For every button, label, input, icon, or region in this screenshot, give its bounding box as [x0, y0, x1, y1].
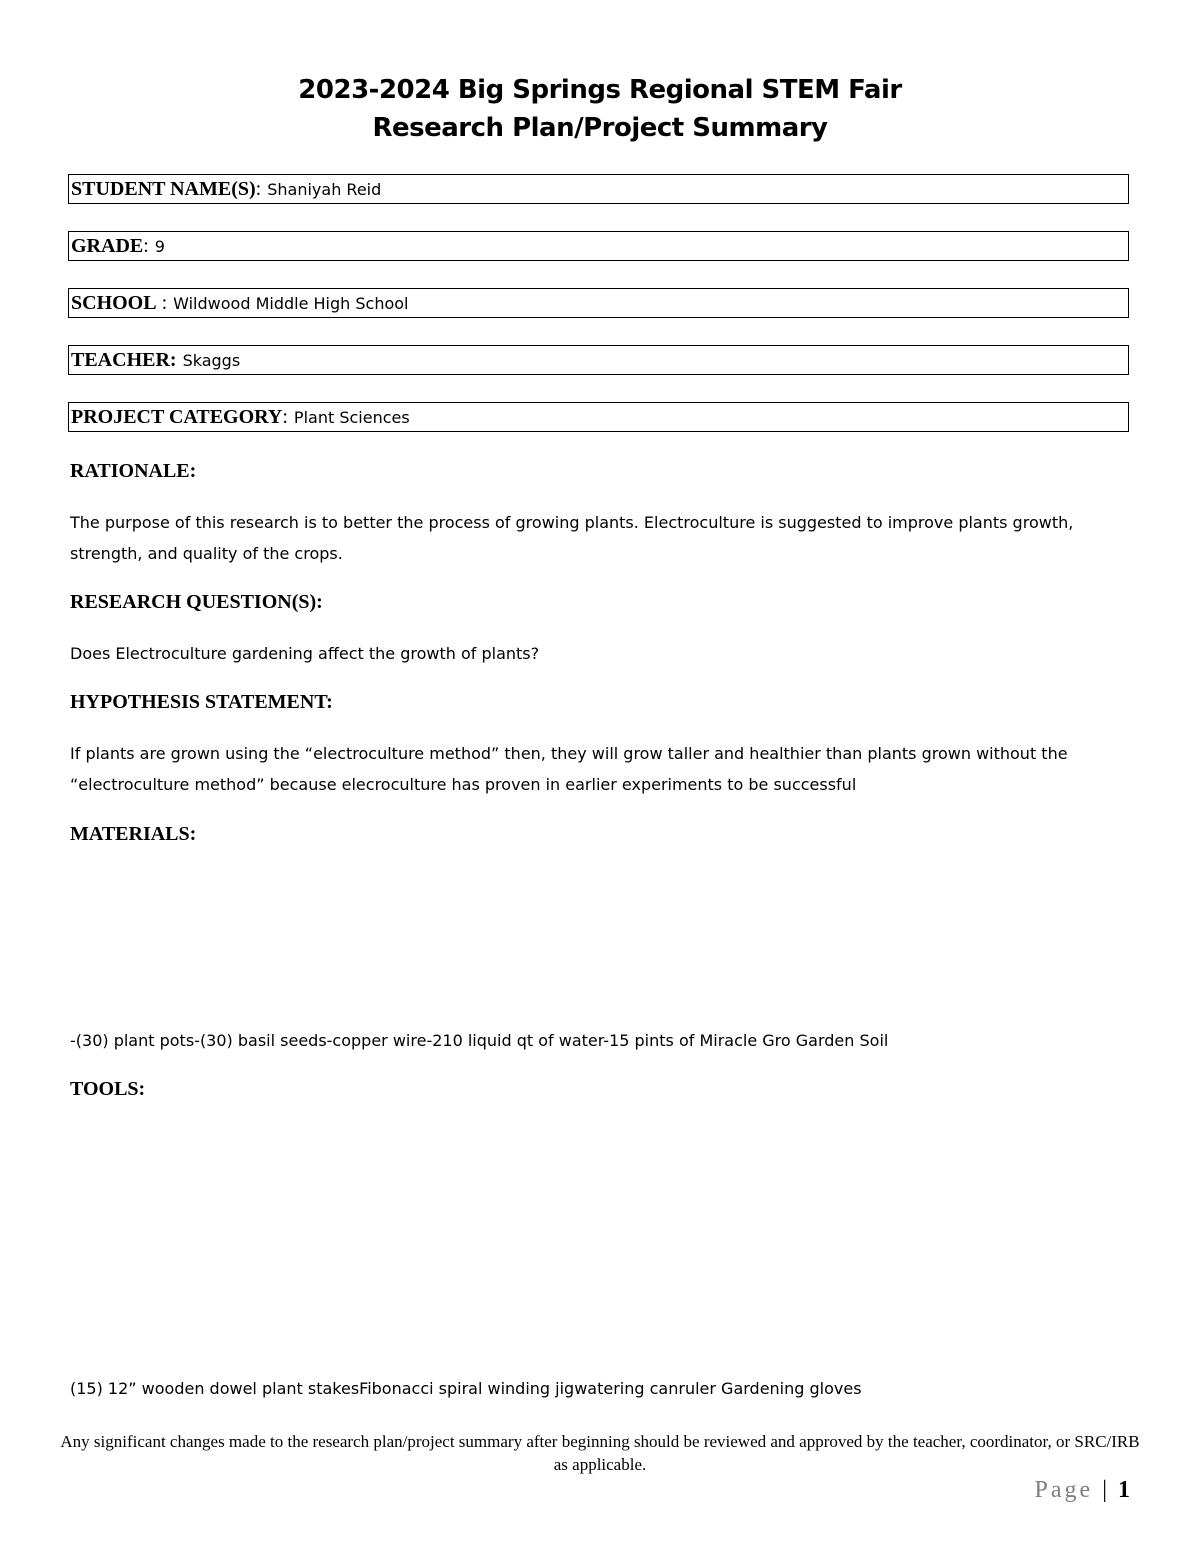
tools-text: (15) 12” wooden dowel plant stakesFibonacci spiral winding jigwatering canruler Gardening gloves — [70, 1379, 862, 1398]
tools-heading: TOOLS: — [70, 1078, 146, 1100]
teacher-value: Skaggs — [182, 350, 241, 370]
school-value: Wildwood Middle High School — [173, 293, 409, 313]
materials-heading: MATERIALS: — [70, 823, 197, 845]
footer-note: Any significant changes made to the research plan/project summary after beginning should be reviewed and approved by the teacher, coordinator, or SRC/IRB as applicable. — [60, 1432, 1140, 1474]
rationale-heading: RATIONALE: — [70, 460, 197, 482]
school-colon: : — [156, 291, 168, 314]
student-name-colon: : — [255, 177, 262, 200]
project-category-label: PROJECT CATEGORY — [71, 405, 283, 428]
school-field — [68, 288, 1129, 318]
student-name-value: Shaniyah Reid — [267, 179, 382, 199]
research-question-heading: RESEARCH QUESTION(S): — [70, 591, 323, 613]
page-number-footer — [1035, 1477, 1130, 1504]
project-category-field — [68, 402, 1129, 432]
grade-value: 9 — [154, 236, 165, 256]
grade-colon: : — [143, 234, 149, 257]
document-subtitle: Research Plan/Project Summary — [372, 113, 828, 143]
hypothesis-heading: HYPOTHESIS STATEMENT: — [70, 691, 333, 713]
grade-label: GRADE — [71, 234, 144, 257]
grade-field — [68, 231, 1129, 261]
student-name-label: STUDENT NAME(S) — [71, 177, 256, 200]
school-label: SCHOOL — [71, 291, 157, 314]
teacher-label: TEACHER: — [71, 348, 177, 371]
project-category-value: Plant Sciences — [293, 407, 410, 427]
student-name-field — [68, 174, 1129, 204]
project-category-colon: : — [282, 405, 288, 428]
document-title: 2023-2024 Big Springs Regional STEM Fair — [298, 75, 902, 105]
page-word: Page — [1034, 1477, 1094, 1503]
research-question-text: Does Electroculture gardening affect the growth of plants? — [70, 644, 540, 663]
materials-text: -(30) plant pots-(30) basil seeds-copper wire-210 liquid qt of water-15 pints of Miracle Gro Garden Soil — [70, 1031, 889, 1050]
page-separator: | — [1102, 1477, 1107, 1503]
page-number: 1 — [1118, 1477, 1130, 1503]
rationale-text: The purpose of this research is to better the process of growing plants. Electroculture is suggested to improve plants growth, strength, and quality of the crops. — [70, 513, 1074, 563]
hypothesis-text: If plants are grown using the “electroculture method” then, they will grow taller and healthier than plants grown without the “electroculture method” because elecroculture has proven in earlier experiments to be successful — [70, 744, 1068, 794]
teacher-field — [68, 345, 1129, 375]
